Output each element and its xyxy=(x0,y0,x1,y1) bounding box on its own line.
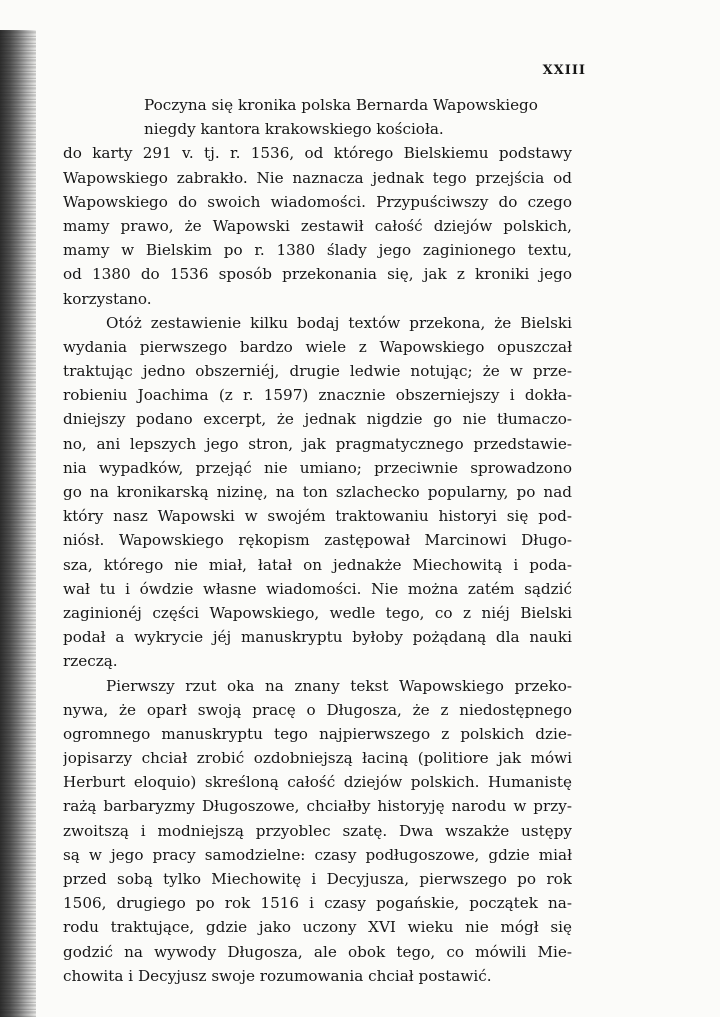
text-line: Herburt eloquio) skreśloną całość dziejów polskich. Humanistę xyxy=(63,773,572,792)
text-line: Pierwszy rzut oka na znany tekst Wapowskiego przeko- xyxy=(106,676,572,695)
text-line: korzystano. xyxy=(63,289,152,308)
text-line: zaginionéj części Wapowskiego, wedle tego, co z niéj Bielski xyxy=(63,603,572,622)
text-line: traktując jedno obszerniéj, drugie ledwie notując; że w prze- xyxy=(63,362,572,381)
text-line: nia wypadków, przejąć nie umiano; przeciwnie sprowadzono xyxy=(63,458,572,477)
text-line: rzeczą. xyxy=(63,652,118,671)
text-line: ogromnego manuskryptu tego najpierwszego z polskich dzie- xyxy=(63,724,572,743)
text-line: no, ani lepszych jego stron, jak pragmatycznego przedstawie- xyxy=(63,434,572,453)
heading-line: Poczyna się kronika polska Bernarda Wapowskiego xyxy=(144,96,538,114)
text-line: robieniu Joachima (z r. 1597) znacznie obszerniejszy i dokła- xyxy=(63,386,572,405)
text-line: dniejszy podano excerpt, że jednak nigdzie go nie tłumaczo- xyxy=(63,410,572,429)
text-line: od 1380 do 1536 sposób przekonania się, jak z kroniki jego xyxy=(63,265,572,284)
text-line: podał a wykrycie jéj manuskryptu byłoby pożądaną dla nauki xyxy=(63,628,572,647)
text-line: rażą barbaryzmy Długoszowe, chciałby historyję narodu w przy- xyxy=(63,797,572,816)
text-line: są w jego pracy samodzielne: czasy podługoszowe, gdzie miał xyxy=(63,845,572,864)
text-line: wydania pierwszego bardzo wiele z Wapowskiego opuszczał xyxy=(63,337,572,356)
text-line: Wapowskiego do swoich wiadomości. Przypuściwszy do czego xyxy=(63,192,572,211)
text-line: Wapowskiego zabrakło. Nie naznacza jednak tego przejścia od xyxy=(63,168,572,187)
text-line: go na kronikarską nizinę, na ton szlachecko popularny, po nad xyxy=(63,483,572,501)
text-line: godzić na wywody Długosza, ale obok tego, co mówili Mie- xyxy=(63,942,572,961)
text-line: przed sobą tylko Miechowitę i Decyjusza, pierwszego po rok xyxy=(63,870,572,888)
text-line: zwoitszą i modniejszą przyoblec szatę. Dwa wszakże ustępy xyxy=(63,821,572,840)
text-line: mamy w Bielskim po r. 1380 ślady jego zaginionego textu, xyxy=(63,241,572,260)
page-number: XXIII xyxy=(542,63,586,78)
text-line: nywa, że oparł swoją pracę o Długosza, że z niedostępnego xyxy=(63,700,572,719)
book-binding-edge xyxy=(0,30,36,1017)
body-text xyxy=(63,93,572,988)
text-line: który nasz Wapowski w swojém traktowaniu historyi się pod- xyxy=(63,507,572,526)
text-line: Otóż zestawienie kilku bodaj textów przekona, że Bielski xyxy=(106,313,572,332)
text-line: mamy prawo, że Wapowski zestawił całość dziejów polskich, xyxy=(63,216,572,235)
text-line: wał tu i ówdzie własne wiadomości. Nie można zatém sądzić xyxy=(63,579,572,598)
text-line: jopisarzy chciał zrobić ozdobniejszą łaciną (politiore jak mówi xyxy=(63,749,572,768)
heading-line: niegdy kantora krakowskiego kościoła. xyxy=(144,120,444,139)
text-line: do karty 291 v. tj. r. 1536, od którego Bielskiemu podstawy xyxy=(63,144,572,163)
text-line: 1506, drugiego po rok 1516 i czasy pogańskie, początek na- xyxy=(63,894,572,913)
text-line: chowita i Decyjusz swoje rozumowania chciał postawić. xyxy=(63,966,492,985)
text-line: niósł. Wapowskiego rękopism zastępował Marcinowi Długo- xyxy=(63,531,572,550)
text-line: sza, którego nie miał, łatał on jednakże Miechowitą i poda- xyxy=(63,555,572,574)
text-line: rodu traktujące, gdzie jako uczony XVI wieku nie mógł się xyxy=(63,918,572,937)
